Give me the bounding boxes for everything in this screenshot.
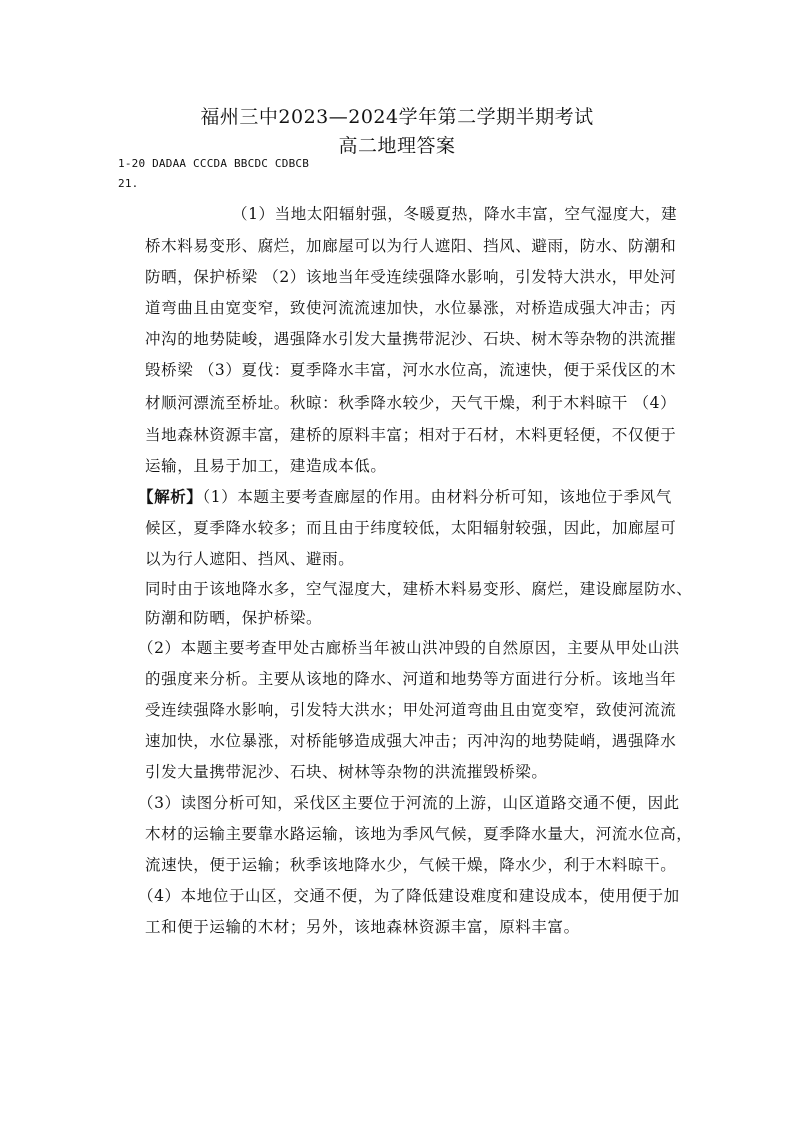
document-title: 福州三中2023—2024学年第二学期半期考试	[200, 106, 594, 128]
analysis-line: 候区，夏季降水较多；而且由于纬度较低，太阳辐射较强，因此，加廊屋可	[145, 519, 677, 537]
answer-line: 道弯曲且由宽变窄，致使河流流速加快，水位暴涨，对桥造成强大冲击；丙	[145, 299, 677, 317]
answer-line: 防晒，保护桥梁 （2）该地当年受连续强降水影响，引发特大洪水，甲处河	[145, 268, 677, 286]
analysis-line: 速加快，水位暴涨，对桥能够造成强大冲击；丙冲沟的地势陡峭，遇强降水	[145, 732, 677, 750]
analysis-line: （4）本地位于山区，交通不便，为了降低建设难度和建设成本，使用便于加	[138, 887, 680, 905]
analysis-text: （1）本题主要考查廊屋的作用。由材料分析可知，该地位于季风气	[202, 488, 673, 506]
answer-line: 桥木料易变形、腐烂，加廊屋可以为行人遮阳、挡风、避雨，防水、防潮和	[145, 237, 677, 255]
answer-line: 冲沟的地势陡峻，遇强降水引发大量携带泥沙、石块、树木等杂物的洪流摧	[145, 330, 677, 348]
answer-line: 运输，且易于加工，建造成本低。	[145, 457, 387, 475]
answer-line: （1）当地太阳辐射强，冬暖夏热，降水丰富，空气湿度大，建	[232, 205, 678, 223]
analysis-line: 流速快，便于运输；秋季该地降水少，气候干燥，降水少，利于木料晾干。	[145, 856, 677, 874]
analysis-line: 引发大量携带泥沙、石块、树林等杂物的洪流摧毁桥梁。	[145, 763, 548, 781]
analysis-line: （3）读图分析可知，采伐区主要位于河流的上游，山区道路交通不便，因此	[138, 794, 680, 812]
analysis-line: 以为行人遮阳、挡风、避雨。	[145, 550, 355, 568]
answer-line: 毁桥梁 （3）夏伐：夏季降水丰富，河水水位高，流速快，便于采伐区的木	[145, 361, 677, 379]
analysis-line: 的强度来分析。主要从该地的降水、河道和地势等方面进行分析。该地当年	[145, 670, 677, 688]
analysis-line: 受连续强降水影响，引发特大洪水；甲处河道弯曲且由宽变窄，致使河流流	[145, 701, 677, 719]
question-number: 21.	[118, 177, 139, 190]
answer-line: 材顺河漂流至桥址。秋晾：秋季降水较少，天气干燥，利于木料晾干 （4）	[145, 394, 677, 412]
answer-line: 当地森林资源丰富，建桥的原料丰富；相对于石材，木料更轻便，不仅便于	[145, 426, 677, 444]
analysis-label: 【解析】	[138, 487, 203, 506]
analysis-line: 同时由于该地降水多，空气湿度大，建桥木料易变形、腐烂，建设廊屋防水、	[145, 580, 693, 598]
choice-answers: 1-20 DADAA CCCDA BBCDC CDBCB	[118, 157, 310, 170]
analysis-line: （2）本题主要考查甲处古廊桥当年被山洪冲毁的自然原因，主要从甲处山洪	[138, 639, 680, 657]
analysis-line: 防潮和防晒，保护桥梁。	[145, 609, 323, 627]
analysis-first-line	[138, 485, 672, 507]
document-subtitle: 高二地理答案	[338, 135, 456, 157]
analysis-line: 工和便于运输的木材；另外，该地森林资源丰富，原料丰富。	[145, 918, 580, 936]
analysis-line: 木材的运输主要靠水路运输，该地为季风气候，夏季降水量大，河流水位高，	[145, 825, 693, 843]
